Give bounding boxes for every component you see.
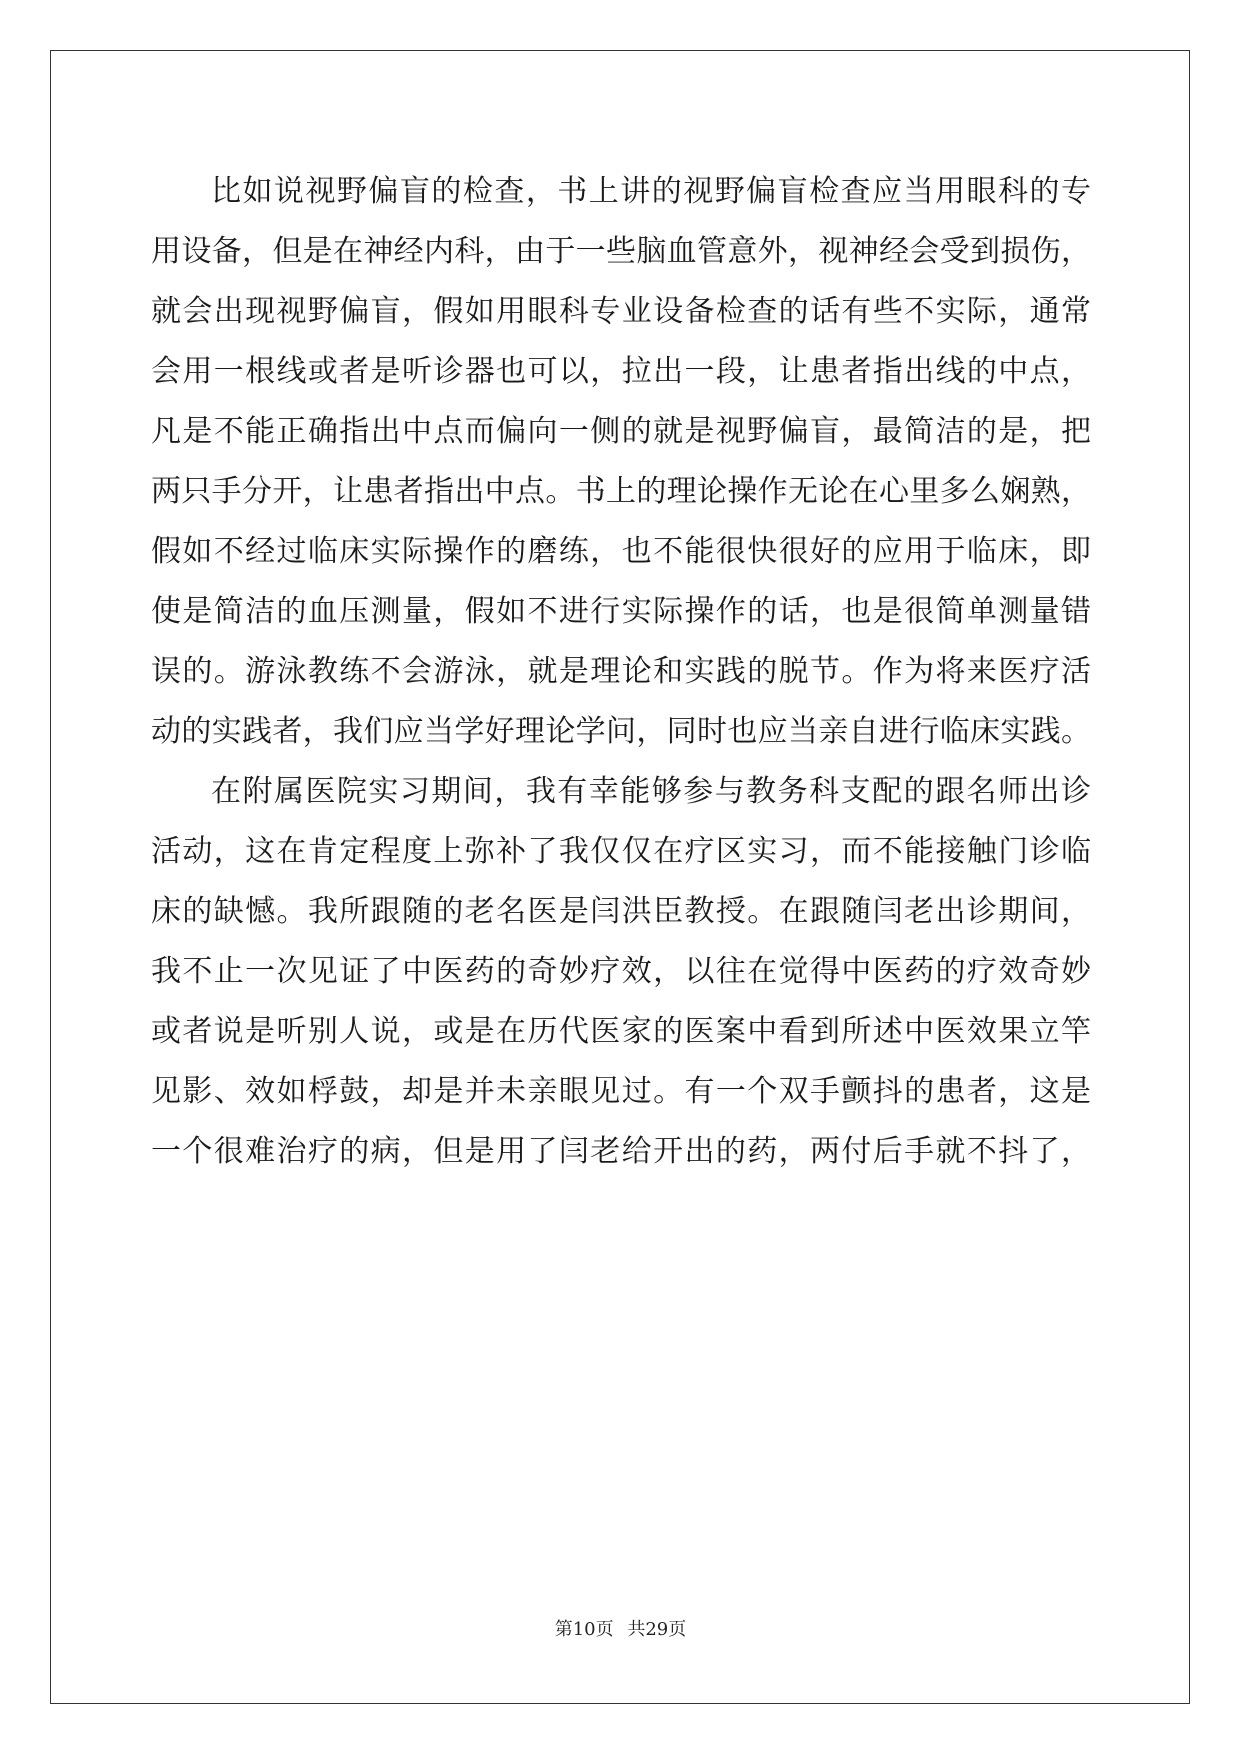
total-pages: 共29页 bbox=[627, 1619, 687, 1640]
text-line: 或者说是听别人说，或是在历代医家的医案中看到所述中医效果立竿 bbox=[151, 1014, 1091, 1049]
page-footer bbox=[0, 1618, 1241, 1642]
text-line: 动的实践者，我们应当学好理论学问，同时也应当亲自进行临床实践。 bbox=[151, 714, 1091, 749]
text-line: 一个很难治疗的病，但是用了闫老给开出的药，两付后手就不抖了， bbox=[151, 1134, 1091, 1169]
text-line: 凡是不能正确指出中点而偏向一侧的就是视野偏盲，最简洁的是，把 bbox=[151, 414, 1091, 449]
paragraph-2 bbox=[151, 762, 1091, 1182]
text-line: 在附属医院实习期间，我有幸能够参与教务科支配的跟名师出诊 bbox=[211, 774, 1091, 809]
document-body bbox=[151, 162, 1091, 1182]
text-line: 两只手分开，让患者指出中点。书上的理论操作无论在心里多么娴熟， bbox=[151, 474, 1091, 509]
text-line: 用设备，但是在神经内科，由于一些脑血管意外，视神经会受到损伤， bbox=[151, 234, 1091, 269]
text-line: 我不止一次见证了中医药的奇妙疗效，以往在觉得中医药的疗效奇妙 bbox=[151, 954, 1091, 989]
text-line: 就会出现视野偏盲，假如用眼科专业设备检查的话有些不实际，通常 bbox=[151, 294, 1091, 329]
text-line: 床的缺憾。我所跟随的老名医是闫洪臣教授。在跟随闫老出诊期间， bbox=[151, 894, 1091, 929]
text-line: 误的。游泳教练不会游泳，就是理论和实践的脱节。作为将来医疗活 bbox=[151, 654, 1091, 689]
text-line: 比如说视野偏盲的检查，书上讲的视野偏盲检查应当用眼科的专 bbox=[211, 174, 1091, 209]
text-line: 见影、效如桴鼓，却是并未亲眼见过。有一个双手颤抖的患者，这是 bbox=[151, 1074, 1091, 1109]
text-line: 活动，这在肯定程度上弥补了我仅仅在疗区实习，而不能接触门诊临 bbox=[151, 834, 1091, 869]
text-line: 假如不经过临床实际操作的磨练，也不能很快很好的应用于临床，即 bbox=[151, 534, 1091, 569]
current-page-number: 第10页 bbox=[554, 1619, 614, 1640]
text-line: 会用一根线或者是听诊器也可以，拉出一段，让患者指出线的中点， bbox=[151, 354, 1091, 389]
text-line: 使是简洁的血压测量，假如不进行实际操作的话，也是很简单测量错 bbox=[151, 594, 1091, 629]
paragraph-1 bbox=[151, 162, 1091, 762]
